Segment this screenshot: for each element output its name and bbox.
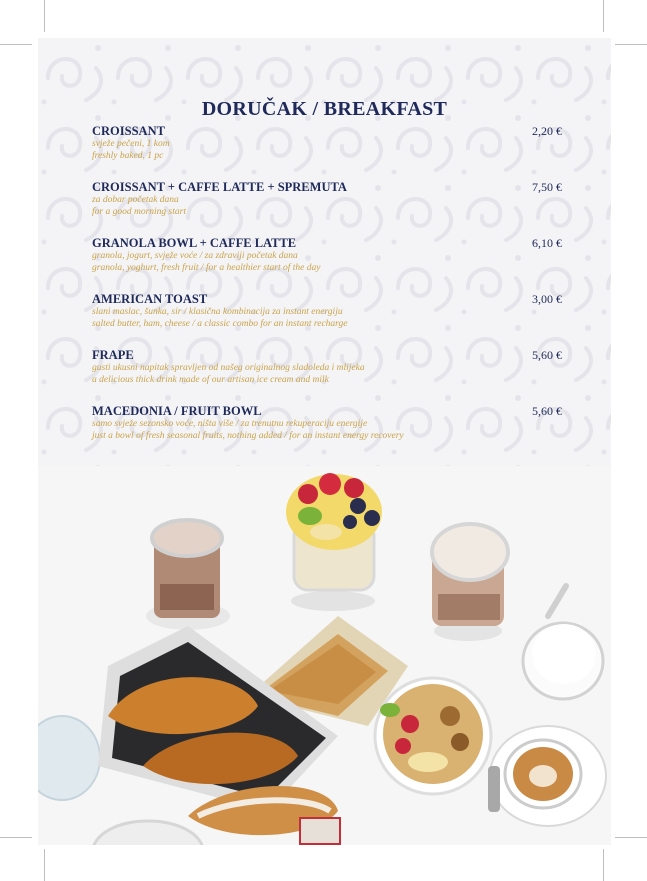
crop-mark [603, 849, 604, 881]
item-name: AMERICAN TOAST [92, 292, 208, 306]
item-price: 5,60 € [532, 404, 562, 418]
menu-item-granola-bowl [92, 236, 562, 274]
granola-bowl [375, 678, 491, 794]
crop-mark [615, 837, 647, 838]
menu-item-frape [92, 348, 562, 386]
breakfast-photo [38, 466, 611, 845]
item-desc-en: just a bowl of fresh seasonal fruits, nothing added / for an instant energy recovery [92, 431, 404, 441]
menu-title: DORUČAK / BREAKFAST [201, 98, 448, 120]
item-desc-en: for a good morning start [92, 207, 186, 217]
hot-chocolate-glass [146, 520, 230, 630]
crop-mark [44, 849, 45, 881]
item-name: CROISSANT [92, 124, 165, 138]
menu-item-croissant [92, 124, 562, 162]
crop-mark [44, 0, 45, 32]
item-desc-en: salted butter, ham, cheese / a classic combo for an instant recharge [92, 319, 348, 329]
item-price: 5,60 € [532, 348, 562, 362]
item-desc-hr: svježe pečeni, 1 kom [92, 139, 170, 149]
menu-page [38, 38, 611, 845]
item-desc-hr: slani maslac, šunka, sir / klasična kombinacija za instant energiju [92, 307, 343, 317]
item-price: 6,10 € [532, 236, 562, 250]
item-desc-hr: za dobar početak dana [92, 195, 179, 205]
menu-item-american-toast [92, 292, 562, 330]
menu-item-fruit-bowl [92, 404, 562, 442]
item-desc-en: freshly baked, 1 pc [92, 151, 164, 161]
item-price: 2,20 € [532, 124, 562, 138]
cappuccino-cup [488, 726, 606, 826]
item-name: FRAPE [92, 348, 134, 362]
item-desc-en: a delicious thick drink made of our artisan ice cream and milk [92, 375, 329, 385]
crop-mark [603, 0, 604, 32]
item-name: CROISSANT + CAFFE LATTE + SPREMUTA [92, 180, 347, 194]
item-price: 3,00 € [532, 292, 562, 306]
menu-item-croissant-combo [92, 180, 562, 218]
item-price: 7,50 € [532, 180, 562, 194]
item-desc-hr: samo svježe sezonsko voće, ništa više / za trenutnu rekuperaciju energije [92, 419, 368, 429]
item-desc-en: granola, yoghurt, fresh fruit / for a healthier start of the day [92, 263, 321, 273]
crop-mark [0, 44, 32, 45]
crop-mark [615, 44, 647, 45]
frappe-glass [432, 524, 508, 641]
item-name: GRANOLA BOWL + CAFFE LATTE [92, 236, 297, 250]
item-desc-hr: gusti ukusni napitak spravljen od našeg originalnog sladoleda i mlijeka [92, 363, 365, 373]
crop-mark [0, 837, 32, 838]
item-desc-hr: granola, jogurt, svježe voće / za zdraviji početak dana [92, 251, 298, 261]
item-name: MACEDONIA / FRUIT BOWL [92, 404, 262, 418]
sugar-packet [300, 818, 340, 844]
